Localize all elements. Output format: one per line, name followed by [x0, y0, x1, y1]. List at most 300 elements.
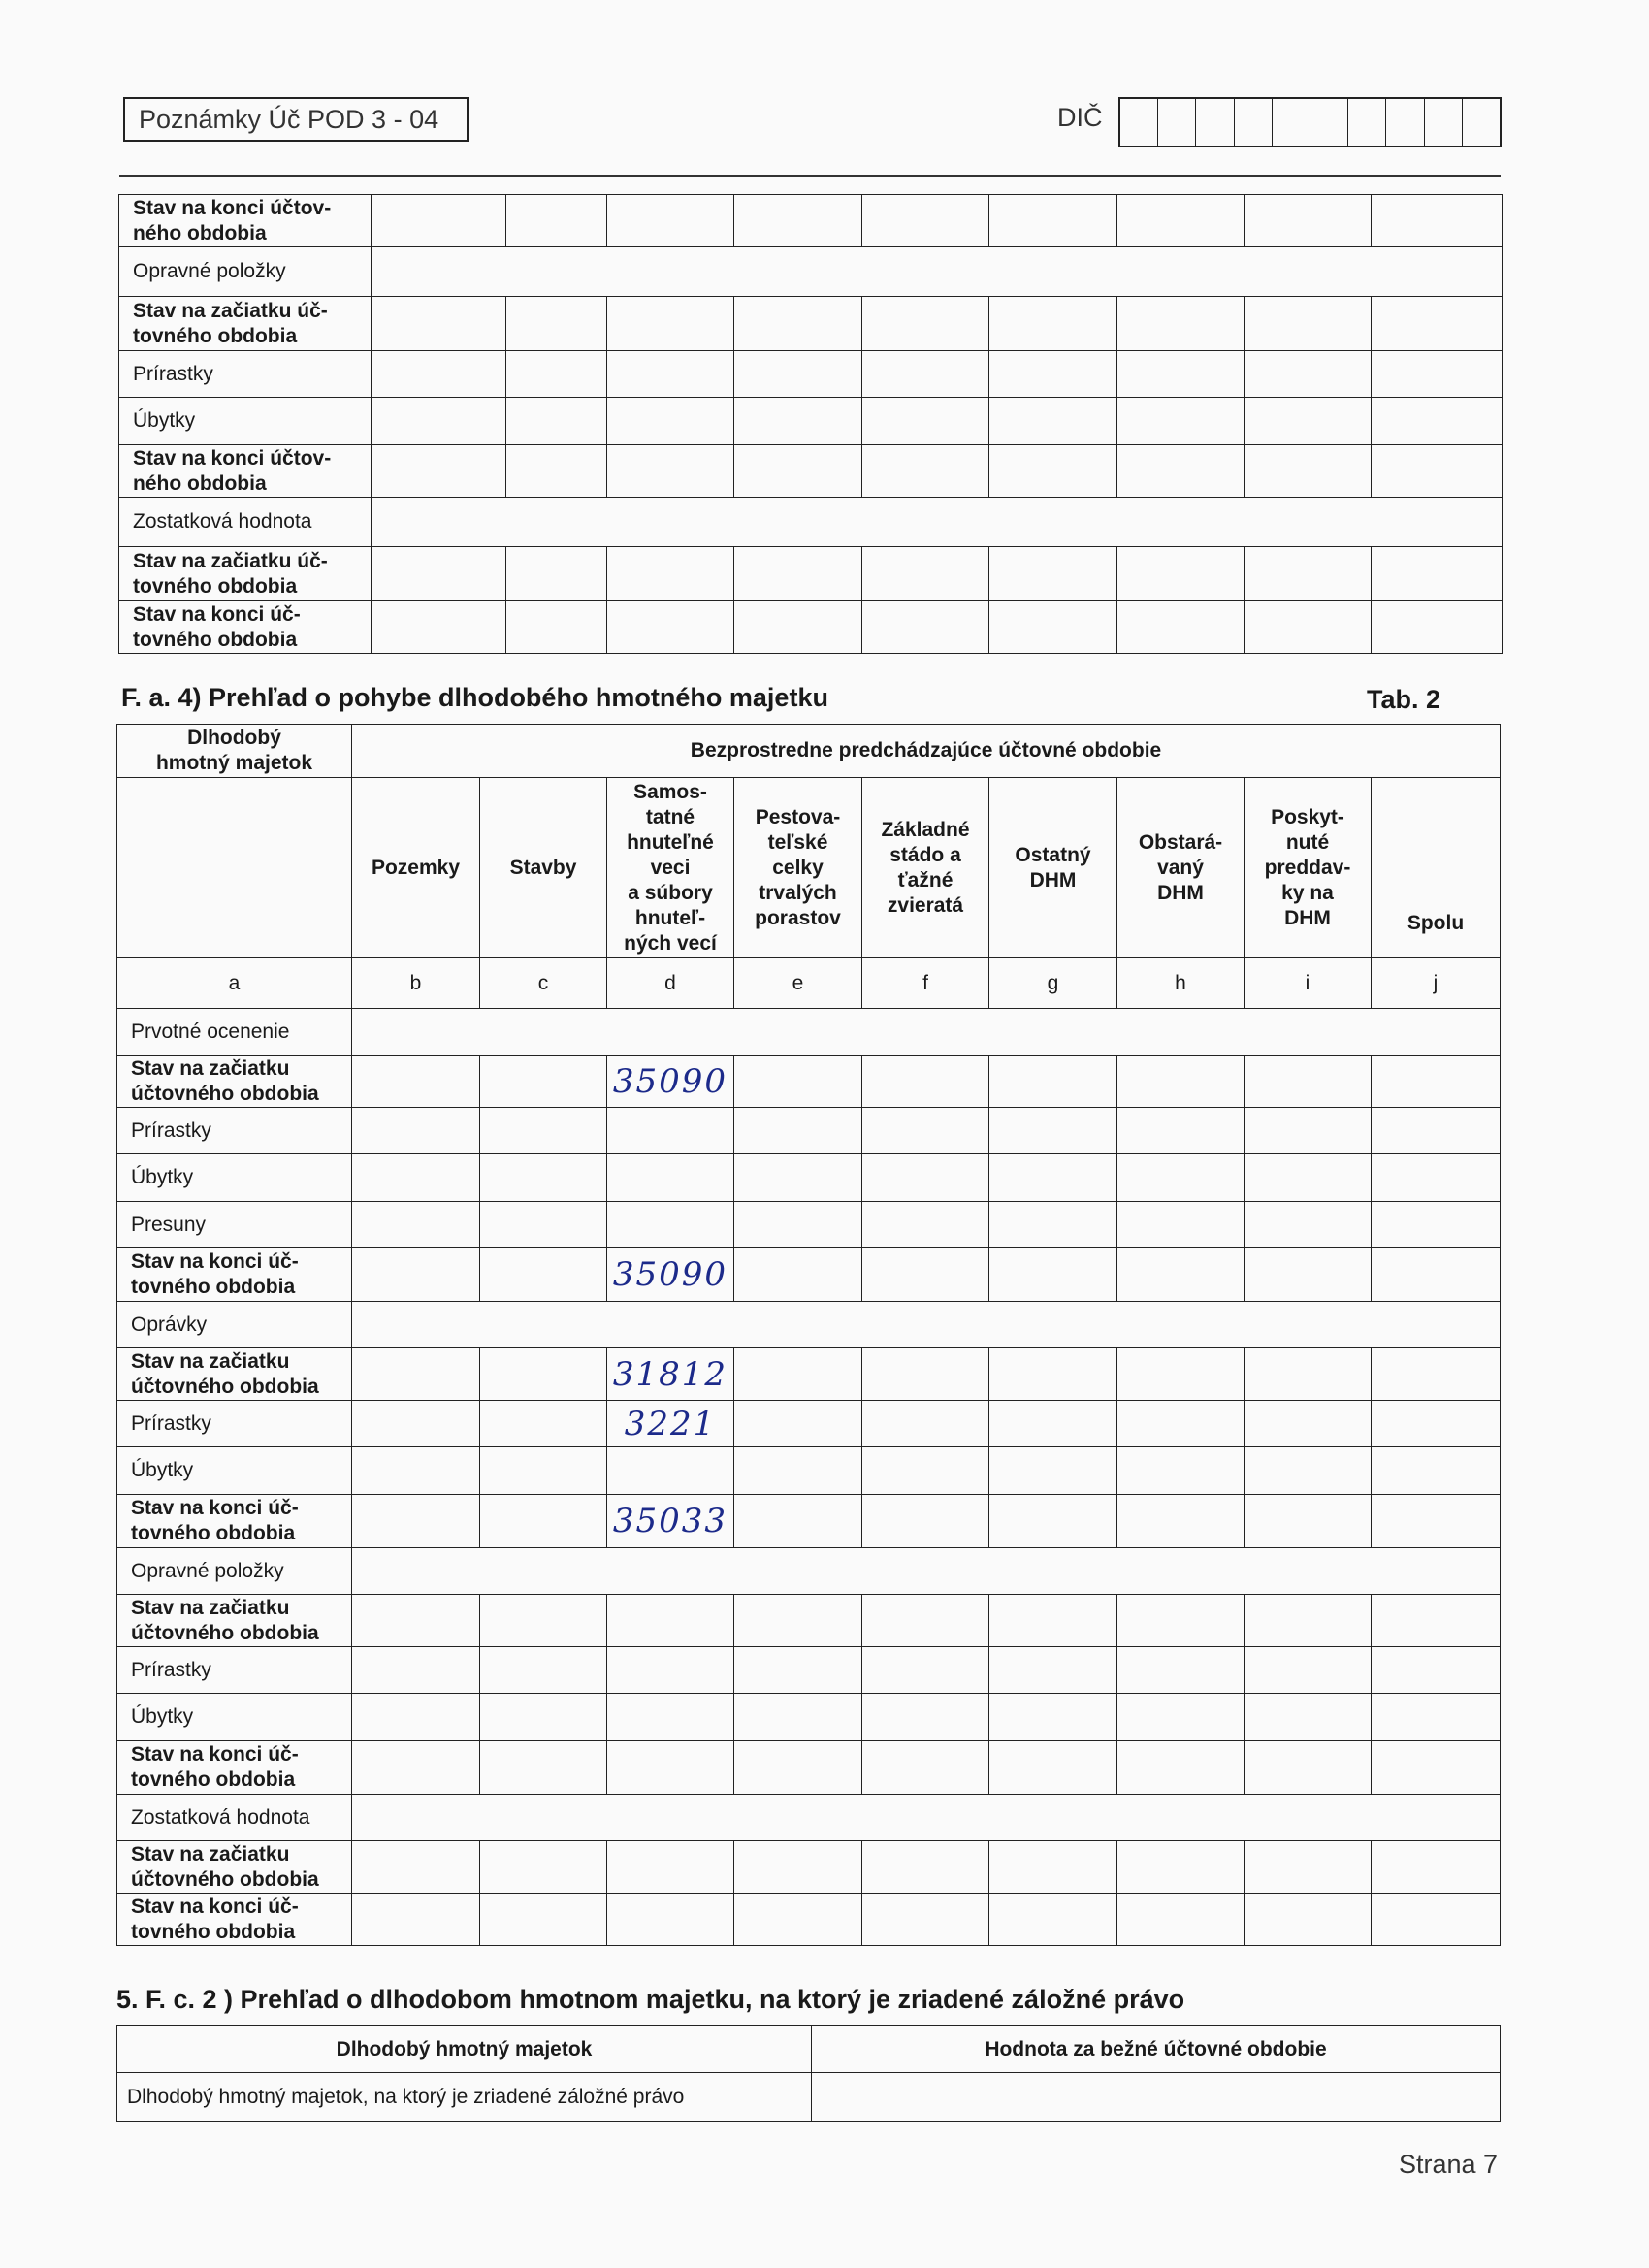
value-cell[interactable]: [1372, 547, 1503, 601]
value-cell[interactable]: [1117, 1495, 1245, 1548]
value-cell[interactable]: [1245, 1595, 1372, 1647]
row-label: Prvotné ocenenie: [117, 1009, 352, 1056]
value-cell[interactable]: [989, 601, 1117, 654]
value-cell[interactable]: [1117, 1447, 1245, 1495]
row-label: Stav na konci úč- tovného obdobia: [117, 1495, 352, 1548]
value-cell[interactable]: [1245, 445, 1372, 498]
value-cell[interactable]: [1117, 1595, 1245, 1647]
value-cell[interactable]: [480, 1595, 607, 1647]
value-cell[interactable]: [989, 1401, 1117, 1447]
value-cell[interactable]: [1245, 1647, 1372, 1694]
row-label: Úbytky: [119, 398, 372, 445]
value-cell[interactable]: [862, 195, 989, 247]
dhm-table-row: [117, 1248, 1501, 1302]
value-cell[interactable]: [607, 1841, 734, 1894]
row-label: Úbytky: [117, 1694, 352, 1741]
row-label: Stav na začiatku účtovného obdobia: [117, 1348, 352, 1401]
value-cell[interactable]: [1372, 1595, 1501, 1647]
row-label: Prírastky: [117, 1108, 352, 1154]
value-cell[interactable]: [989, 1894, 1117, 1946]
dic-digit-box[interactable]: [1348, 99, 1386, 146]
value-cell[interactable]: [862, 1841, 989, 1894]
value-cell[interactable]: [506, 445, 607, 498]
value-cell[interactable]: [480, 1401, 607, 1447]
value-cell[interactable]: [607, 1647, 734, 1694]
value-cell[interactable]: [352, 1056, 480, 1108]
value-cell[interactable]: [1245, 1348, 1372, 1401]
value-cell[interactable]: [989, 1447, 1117, 1495]
dhm-table-row: [117, 1056, 1501, 1108]
value-cell[interactable]: [480, 1154, 607, 1202]
value-cell[interactable]: [734, 1595, 862, 1647]
value-cell[interactable]: [1372, 1447, 1501, 1495]
handwritten-value[interactable]: 31812: [607, 1348, 734, 1401]
value-cell[interactable]: [734, 297, 862, 351]
value-cell[interactable]: [607, 547, 734, 601]
value-cell[interactable]: [1372, 1841, 1501, 1894]
value-cell[interactable]: [372, 297, 506, 351]
value-cell[interactable]: [1372, 1056, 1501, 1108]
top-table-row: [119, 195, 1503, 247]
value-cell[interactable]: [989, 1248, 1117, 1302]
tab-label: Tab. 2: [1367, 685, 1441, 714]
dhm-table-row: [117, 1108, 1501, 1154]
value-cell[interactable]: [1245, 1056, 1372, 1108]
dic-digit-box[interactable]: [1196, 99, 1234, 146]
value-cell[interactable]: [989, 1841, 1117, 1894]
dhm-table-row: [117, 1154, 1501, 1202]
value-cell[interactable]: [862, 351, 989, 398]
value-cell[interactable]: [1372, 297, 1503, 351]
value-cell[interactable]: [607, 1694, 734, 1741]
value-cell[interactable]: [1372, 351, 1503, 398]
dhm-table-row: [117, 1595, 1501, 1647]
value-cell[interactable]: [480, 1841, 607, 1894]
value-cell[interactable]: [862, 601, 989, 654]
value-cell[interactable]: [1372, 1894, 1501, 1946]
value-cell[interactable]: [1245, 297, 1372, 351]
value-cell[interactable]: [989, 1202, 1117, 1248]
value-cell[interactable]: [862, 1348, 989, 1401]
value-cell[interactable]: [1372, 1248, 1501, 1302]
column-header: Pestova- teľské celky trvalých porastov: [734, 778, 862, 958]
row-label: Zostatková hodnota: [119, 498, 372, 547]
value-cell[interactable]: [352, 1694, 480, 1741]
value-cell[interactable]: [989, 1108, 1117, 1154]
handwritten-value[interactable]: 35090: [607, 1056, 734, 1108]
value-cell[interactable]: [607, 1894, 734, 1946]
column-letter: f: [862, 958, 989, 1009]
dic-digit-box[interactable]: [1158, 99, 1196, 146]
top-table-row: [119, 247, 1503, 297]
value-cell[interactable]: [989, 1056, 1117, 1108]
column-header: Základné stádo a ťažné zvieratá: [862, 778, 989, 958]
row-label: Stav na konci účtov- ného obdobia: [119, 445, 372, 498]
dhm-table-row: [117, 1795, 1501, 1841]
dhm-movement-table: [116, 724, 1501, 1946]
value-cell[interactable]: [352, 1595, 480, 1647]
value-cell[interactable]: [989, 1694, 1117, 1741]
column-header: Pozemky: [352, 778, 480, 958]
value-cell[interactable]: [607, 1108, 734, 1154]
value-cell[interactable]: [480, 1495, 607, 1548]
value-cell[interactable]: [607, 195, 734, 247]
value-cell[interactable]: [734, 1056, 862, 1108]
row-label: Stav na konci účtov- ného obdobia: [119, 195, 372, 247]
dic-input-boxes[interactable]: [1118, 97, 1502, 147]
value-cell[interactable]: [734, 1694, 862, 1741]
value-cell[interactable]: [989, 1154, 1117, 1202]
value-cell[interactable]: [1117, 351, 1245, 398]
value-cell[interactable]: [1372, 1348, 1501, 1401]
value-cell[interactable]: [1245, 195, 1372, 247]
value-cell[interactable]: [607, 297, 734, 351]
top-table-row: [119, 498, 1503, 547]
value-cell[interactable]: [607, 351, 734, 398]
value-cell[interactable]: [1372, 1741, 1501, 1795]
column-header: Samos- tatné hnuteľné veci a súbory hnuteľ- ných vecí: [607, 778, 734, 958]
value-cell[interactable]: [1117, 1741, 1245, 1795]
dhm-table-row: [117, 1202, 1501, 1248]
value-cell[interactable]: [1245, 1154, 1372, 1202]
value-cell[interactable]: [1245, 1447, 1372, 1495]
dic-digit-box[interactable]: [1310, 99, 1348, 146]
value-cell[interactable]: [352, 1348, 480, 1401]
row-label: Stav na konci úč- tovného obdobia: [117, 1894, 352, 1946]
value-cell[interactable]: [352, 1495, 480, 1548]
value-cell[interactable]: [1245, 1841, 1372, 1894]
value-cell[interactable]: [607, 1154, 734, 1202]
value-cell[interactable]: [480, 1694, 607, 1741]
dhm-table-row: [117, 1841, 1501, 1894]
header-period-cell: Bezprostredne predchádzajúce účtovné obdobie: [352, 725, 1501, 778]
header-divider: [119, 175, 1501, 177]
top-table-row: [119, 398, 1503, 445]
dhm-table-row: [117, 1495, 1501, 1548]
value-cell[interactable]: [352, 1248, 480, 1302]
value-cell[interactable]: [862, 1401, 989, 1447]
dic-label: DIČ: [1057, 103, 1103, 132]
value-cell[interactable]: [480, 1647, 607, 1694]
top-table-row: [119, 547, 1503, 601]
value-cell[interactable]: [862, 1248, 989, 1302]
value-cell[interactable]: [862, 547, 989, 601]
value-cell[interactable]: [862, 1741, 989, 1795]
value-cell[interactable]: [989, 1647, 1117, 1694]
row-label: Zostatková hodnota: [117, 1795, 352, 1841]
value-cell[interactable]: [352, 1447, 480, 1495]
value-cell[interactable]: [1245, 547, 1372, 601]
value-cell[interactable]: [1372, 1202, 1501, 1248]
column-letter: i: [1245, 958, 1372, 1009]
value-cell[interactable]: [1245, 1495, 1372, 1548]
value-cell[interactable]: [1372, 601, 1503, 654]
value-cell[interactable]: [480, 1202, 607, 1248]
value-cell[interactable]: [734, 195, 862, 247]
top-table-row: [119, 297, 1503, 351]
spanning-cell: [352, 1302, 1501, 1348]
value-cell[interactable]: [506, 398, 607, 445]
row-label: Opravné položky: [119, 247, 372, 297]
row-label: Oprávky: [117, 1302, 352, 1348]
dhm-table-row: [117, 1548, 1501, 1595]
row-label: Úbytky: [117, 1447, 352, 1495]
value-cell[interactable]: [607, 1447, 734, 1495]
value-cell[interactable]: [1117, 195, 1245, 247]
dhm-table-row: [117, 1647, 1501, 1694]
row-label: Stav na začiatku úč- tovného obdobia: [119, 297, 372, 351]
value-cell[interactable]: [480, 1248, 607, 1302]
section-f-a4-title: F. a. 4) Prehľad o pohybe dlhodobého hmotného majetku: [121, 683, 828, 712]
pledge-row-label: Dlhodobý hmotný majetok, na ktorý je zriadené záložné právo: [117, 2073, 812, 2122]
column-letter: a: [117, 958, 352, 1009]
value-cell[interactable]: [1245, 1894, 1372, 1946]
value-cell[interactable]: [372, 195, 506, 247]
value-cell[interactable]: [989, 1348, 1117, 1401]
value-cell[interactable]: [989, 1741, 1117, 1795]
value-cell[interactable]: [480, 1894, 607, 1946]
value-cell[interactable]: [352, 1741, 480, 1795]
value-cell[interactable]: [1245, 1741, 1372, 1795]
value-cell[interactable]: [480, 1741, 607, 1795]
value-cell[interactable]: [862, 1108, 989, 1154]
value-cell[interactable]: [1372, 1401, 1501, 1447]
dic-digit-box[interactable]: [1463, 99, 1500, 146]
dhm-table-row: [117, 1302, 1501, 1348]
value-cell[interactable]: [607, 398, 734, 445]
value-cell[interactable]: [607, 1202, 734, 1248]
value-cell[interactable]: [480, 1056, 607, 1108]
value-cell[interactable]: [1117, 1154, 1245, 1202]
value-cell[interactable]: [1372, 1495, 1501, 1548]
value-cell[interactable]: [989, 1495, 1117, 1548]
column-letter: b: [352, 958, 480, 1009]
spanning-cell: [372, 498, 1503, 547]
value-cell[interactable]: [352, 1894, 480, 1946]
value-cell[interactable]: [1245, 398, 1372, 445]
value-cell[interactable]: [372, 547, 506, 601]
value-cell[interactable]: [734, 1348, 862, 1401]
pledge-row-value[interactable]: [812, 2073, 1501, 2122]
value-cell[interactable]: [862, 1056, 989, 1108]
row-label: Stav na začiatku úč- tovného obdobia: [119, 547, 372, 601]
value-cell[interactable]: [506, 601, 607, 654]
dic-digit-box[interactable]: [1425, 99, 1463, 146]
dhm-table-row: [117, 1009, 1501, 1056]
value-cell[interactable]: [734, 1248, 862, 1302]
row-label: Stav na začiatku účtovného obdobia: [117, 1595, 352, 1647]
value-cell[interactable]: [1372, 195, 1503, 247]
value-cell[interactable]: [506, 195, 607, 247]
value-cell[interactable]: [1372, 1694, 1501, 1741]
value-cell[interactable]: [734, 1401, 862, 1447]
top-table-row: [119, 351, 1503, 398]
top-continuation-table: [118, 194, 1503, 654]
value-cell[interactable]: [1117, 1647, 1245, 1694]
value-cell[interactable]: [862, 445, 989, 498]
value-cell[interactable]: [734, 1741, 862, 1795]
value-cell[interactable]: [734, 547, 862, 601]
value-cell[interactable]: [352, 1647, 480, 1694]
header-empty-cell: [117, 778, 352, 958]
value-cell[interactable]: [1117, 601, 1245, 654]
row-label: Stav na začiatku účtovného obdobia: [117, 1056, 352, 1108]
pledge-col2-header: Hodnota za bežné účtovné obdobie: [812, 2026, 1501, 2073]
spanning-cell: [352, 1009, 1501, 1056]
row-label: Prírastky: [117, 1647, 352, 1694]
value-cell[interactable]: [372, 351, 506, 398]
value-cell[interactable]: [506, 297, 607, 351]
value-cell[interactable]: [480, 1348, 607, 1401]
value-cell[interactable]: [1117, 1056, 1245, 1108]
dhm-table-row: [117, 1401, 1501, 1447]
dhm-table-row: [117, 1741, 1501, 1795]
value-cell[interactable]: [862, 1894, 989, 1946]
value-cell[interactable]: [1117, 1694, 1245, 1741]
value-cell[interactable]: [607, 1741, 734, 1795]
row-label: Prírastky: [119, 351, 372, 398]
handwritten-value[interactable]: 35090: [607, 1248, 734, 1302]
section-f-c2-title: 5. F. c. 2 ) Prehľad o dlhodobom hmotnom majetku, na ktorý je zriadené záložné právo: [116, 1985, 1185, 2014]
value-cell[interactable]: [862, 1694, 989, 1741]
row-label: Stav na konci úč- tovného obdobia: [117, 1248, 352, 1302]
dhm-table-row: [117, 1694, 1501, 1741]
column-letter: d: [607, 958, 734, 1009]
value-cell[interactable]: [1117, 445, 1245, 498]
value-cell[interactable]: [1117, 1401, 1245, 1447]
value-cell[interactable]: [352, 1108, 480, 1154]
column-letter: g: [989, 958, 1117, 1009]
value-cell[interactable]: [989, 1595, 1117, 1647]
column-header: Stavby: [480, 778, 607, 958]
row-label: Presuny: [117, 1202, 352, 1248]
value-cell[interactable]: [862, 297, 989, 351]
value-cell[interactable]: [1245, 351, 1372, 398]
value-cell[interactable]: [352, 1401, 480, 1447]
value-cell[interactable]: [1117, 297, 1245, 351]
value-cell[interactable]: [1245, 1108, 1372, 1154]
pledge-col1-header: Dlhodobý hmotný majetok: [117, 2026, 812, 2073]
value-cell[interactable]: [862, 398, 989, 445]
value-cell[interactable]: [734, 1202, 862, 1248]
value-cell[interactable]: [506, 351, 607, 398]
header-asset-cell: Dlhodobý hmotný majetok: [117, 725, 352, 778]
pledge-table: [116, 2025, 1501, 2122]
column-letter: j: [1372, 958, 1501, 1009]
top-table-row: [119, 601, 1503, 654]
value-cell[interactable]: [480, 1108, 607, 1154]
value-cell[interactable]: [1372, 1154, 1501, 1202]
value-cell[interactable]: [607, 445, 734, 498]
dic-digit-box[interactable]: [1273, 99, 1310, 146]
value-cell[interactable]: [989, 195, 1117, 247]
value-cell[interactable]: [607, 1595, 734, 1647]
value-cell[interactable]: [734, 351, 862, 398]
row-label: Stav na konci úč- tovného obdobia: [117, 1741, 352, 1795]
value-cell[interactable]: [1245, 1248, 1372, 1302]
value-cell[interactable]: [372, 398, 506, 445]
value-cell[interactable]: [1117, 1348, 1245, 1401]
value-cell[interactable]: [989, 297, 1117, 351]
value-cell[interactable]: [1117, 1894, 1245, 1946]
value-cell[interactable]: [989, 351, 1117, 398]
handwritten-value[interactable]: 35033: [607, 1495, 734, 1548]
value-cell[interactable]: [352, 1154, 480, 1202]
value-cell[interactable]: [862, 1447, 989, 1495]
value-cell[interactable]: [352, 1841, 480, 1894]
value-cell[interactable]: [734, 601, 862, 654]
value-cell[interactable]: [1245, 1694, 1372, 1741]
value-cell[interactable]: [1372, 1108, 1501, 1154]
value-cell[interactable]: [1245, 601, 1372, 654]
value-cell[interactable]: [1117, 398, 1245, 445]
value-cell[interactable]: [480, 1447, 607, 1495]
value-cell[interactable]: [989, 445, 1117, 498]
column-header: Obstará- vaný DHM: [1117, 778, 1245, 958]
value-cell[interactable]: [1245, 1401, 1372, 1447]
dhm-table-row: [117, 1447, 1501, 1495]
value-cell[interactable]: [352, 1202, 480, 1248]
value-cell[interactable]: [1372, 398, 1503, 445]
dic-digit-box[interactable]: [1386, 99, 1424, 146]
form-title: Poznámky Úč POD 3 - 04: [123, 97, 469, 142]
value-cell[interactable]: [734, 1447, 862, 1495]
value-cell[interactable]: [734, 1495, 862, 1548]
value-cell[interactable]: [734, 398, 862, 445]
value-cell[interactable]: [1117, 547, 1245, 601]
value-cell[interactable]: [862, 1495, 989, 1548]
value-cell[interactable]: [1117, 1248, 1245, 1302]
row-label: Stav na začiatku účtovného obdobia: [117, 1841, 352, 1894]
dhm-table-row: [117, 1348, 1501, 1401]
value-cell[interactable]: [862, 1595, 989, 1647]
value-cell[interactable]: [862, 1647, 989, 1694]
value-cell[interactable]: [1117, 1108, 1245, 1154]
column-header: Spolu: [1372, 778, 1501, 958]
row-label: Úbytky: [117, 1154, 352, 1202]
value-cell[interactable]: [607, 601, 734, 654]
value-cell[interactable]: [372, 601, 506, 654]
value-cell[interactable]: [1245, 1202, 1372, 1248]
value-cell[interactable]: [989, 398, 1117, 445]
value-cell[interactable]: [989, 547, 1117, 601]
spanning-cell: [352, 1548, 1501, 1595]
dic-digit-box[interactable]: [1235, 99, 1273, 146]
value-cell[interactable]: [734, 1841, 862, 1894]
column-header: Ostatný DHM: [989, 778, 1117, 958]
value-cell[interactable]: [1117, 1841, 1245, 1894]
value-cell[interactable]: [734, 445, 862, 498]
dic-digit-box[interactable]: [1120, 99, 1158, 146]
value-cell[interactable]: [734, 1108, 862, 1154]
top-table-row: [119, 445, 1503, 498]
value-cell[interactable]: [862, 1202, 989, 1248]
column-header: Poskyt- nuté preddav- ky na DHM: [1245, 778, 1372, 958]
row-label: Opravné položky: [117, 1548, 352, 1595]
value-cell[interactable]: [734, 1154, 862, 1202]
value-cell[interactable]: [1372, 1647, 1501, 1694]
value-cell[interactable]: [506, 547, 607, 601]
row-label: Stav na konci úč- tovného obdobia: [119, 601, 372, 654]
value-cell[interactable]: [1117, 1202, 1245, 1248]
handwritten-value[interactable]: 3221: [607, 1401, 734, 1447]
value-cell[interactable]: [372, 445, 506, 498]
value-cell[interactable]: [1372, 445, 1503, 498]
value-cell[interactable]: [862, 1154, 989, 1202]
column-letter: h: [1117, 958, 1245, 1009]
value-cell[interactable]: [734, 1894, 862, 1946]
value-cell[interactable]: [734, 1647, 862, 1694]
